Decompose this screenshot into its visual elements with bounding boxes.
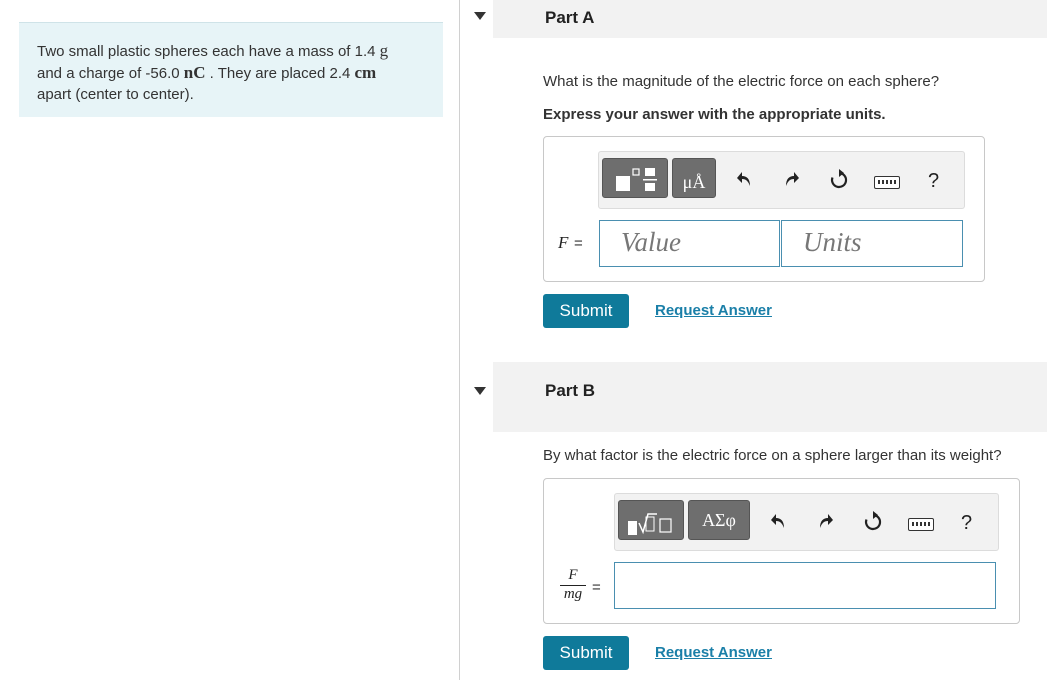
part-a-toolbar bbox=[598, 151, 965, 209]
equals-label: = bbox=[574, 235, 583, 252]
reset-icon[interactable] bbox=[828, 169, 850, 195]
part-a-instruction: Express your answer with the appropriate units. bbox=[543, 106, 886, 123]
part-b-header[interactable] bbox=[493, 362, 1047, 432]
keyboard-icon[interactable] bbox=[874, 176, 900, 189]
keyboard-icon[interactable] bbox=[908, 518, 934, 531]
part-b-title: Part B bbox=[545, 381, 596, 400]
templates-button[interactable] bbox=[602, 158, 668, 198]
collapse-arrow-icon[interactable] bbox=[474, 12, 486, 20]
fraction-numerator: F bbox=[560, 567, 586, 586]
collapse-arrow-icon[interactable] bbox=[474, 387, 486, 395]
value-input[interactable] bbox=[599, 220, 780, 267]
units-button[interactable]: μÅ bbox=[672, 158, 716, 198]
part-b-answer-box bbox=[543, 478, 1020, 624]
equals-label: = bbox=[592, 579, 601, 596]
column-divider bbox=[459, 0, 460, 680]
units-input[interactable] bbox=[781, 220, 963, 267]
templates-icon bbox=[619, 501, 685, 541]
greek-symbols-button[interactable]: ΑΣφ bbox=[688, 500, 750, 540]
help-icon[interactable]: ? bbox=[961, 512, 973, 534]
problem-statement bbox=[19, 22, 443, 117]
part-a-request-answer-link[interactable]: Request Answer bbox=[655, 302, 772, 319]
part-b-request-answer-link[interactable]: Request Answer bbox=[655, 644, 772, 661]
fraction-label bbox=[560, 567, 586, 603]
part-a-answer-box bbox=[543, 136, 985, 282]
part-b-submit-button[interactable]: Submit bbox=[543, 636, 629, 670]
part-a-submit-button[interactable]: Submit bbox=[543, 294, 629, 328]
ratio-input[interactable] bbox=[614, 562, 996, 609]
redo-icon[interactable] bbox=[818, 511, 836, 535]
undo-icon[interactable] bbox=[770, 511, 788, 535]
problem-text: . They are placed 2.4 bbox=[205, 65, 355, 82]
problem-text: and a charge of -56.0 bbox=[37, 65, 184, 82]
variable-label: F bbox=[558, 233, 569, 252]
unit-g: g bbox=[379, 41, 389, 60]
redo-icon[interactable] bbox=[784, 169, 802, 193]
part-a-header[interactable] bbox=[493, 0, 1047, 38]
part-a-question: What is the magnitude of the electric force on each sphere? bbox=[543, 73, 940, 90]
undo-icon[interactable] bbox=[736, 169, 754, 193]
part-b-toolbar bbox=[614, 493, 999, 551]
part-a-title: Part A bbox=[545, 8, 595, 27]
unit-nc: nC bbox=[183, 63, 206, 82]
unit-cm: cm bbox=[354, 63, 377, 82]
reset-icon[interactable] bbox=[862, 511, 884, 537]
templates-button[interactable] bbox=[618, 500, 684, 540]
templates-icon bbox=[603, 159, 669, 199]
help-icon[interactable]: ? bbox=[928, 170, 940, 192]
fraction-denominator: mg bbox=[563, 586, 583, 602]
problem-text: Two small plastic spheres each have a mass of 1.4 bbox=[37, 43, 380, 60]
problem-text: apart (center to center). bbox=[37, 86, 194, 103]
units-placeholder: Units bbox=[803, 227, 862, 257]
value-placeholder: Value bbox=[621, 227, 681, 257]
part-b-question: By what factor is the electric force on a sphere larger than its weight? bbox=[543, 447, 1002, 464]
